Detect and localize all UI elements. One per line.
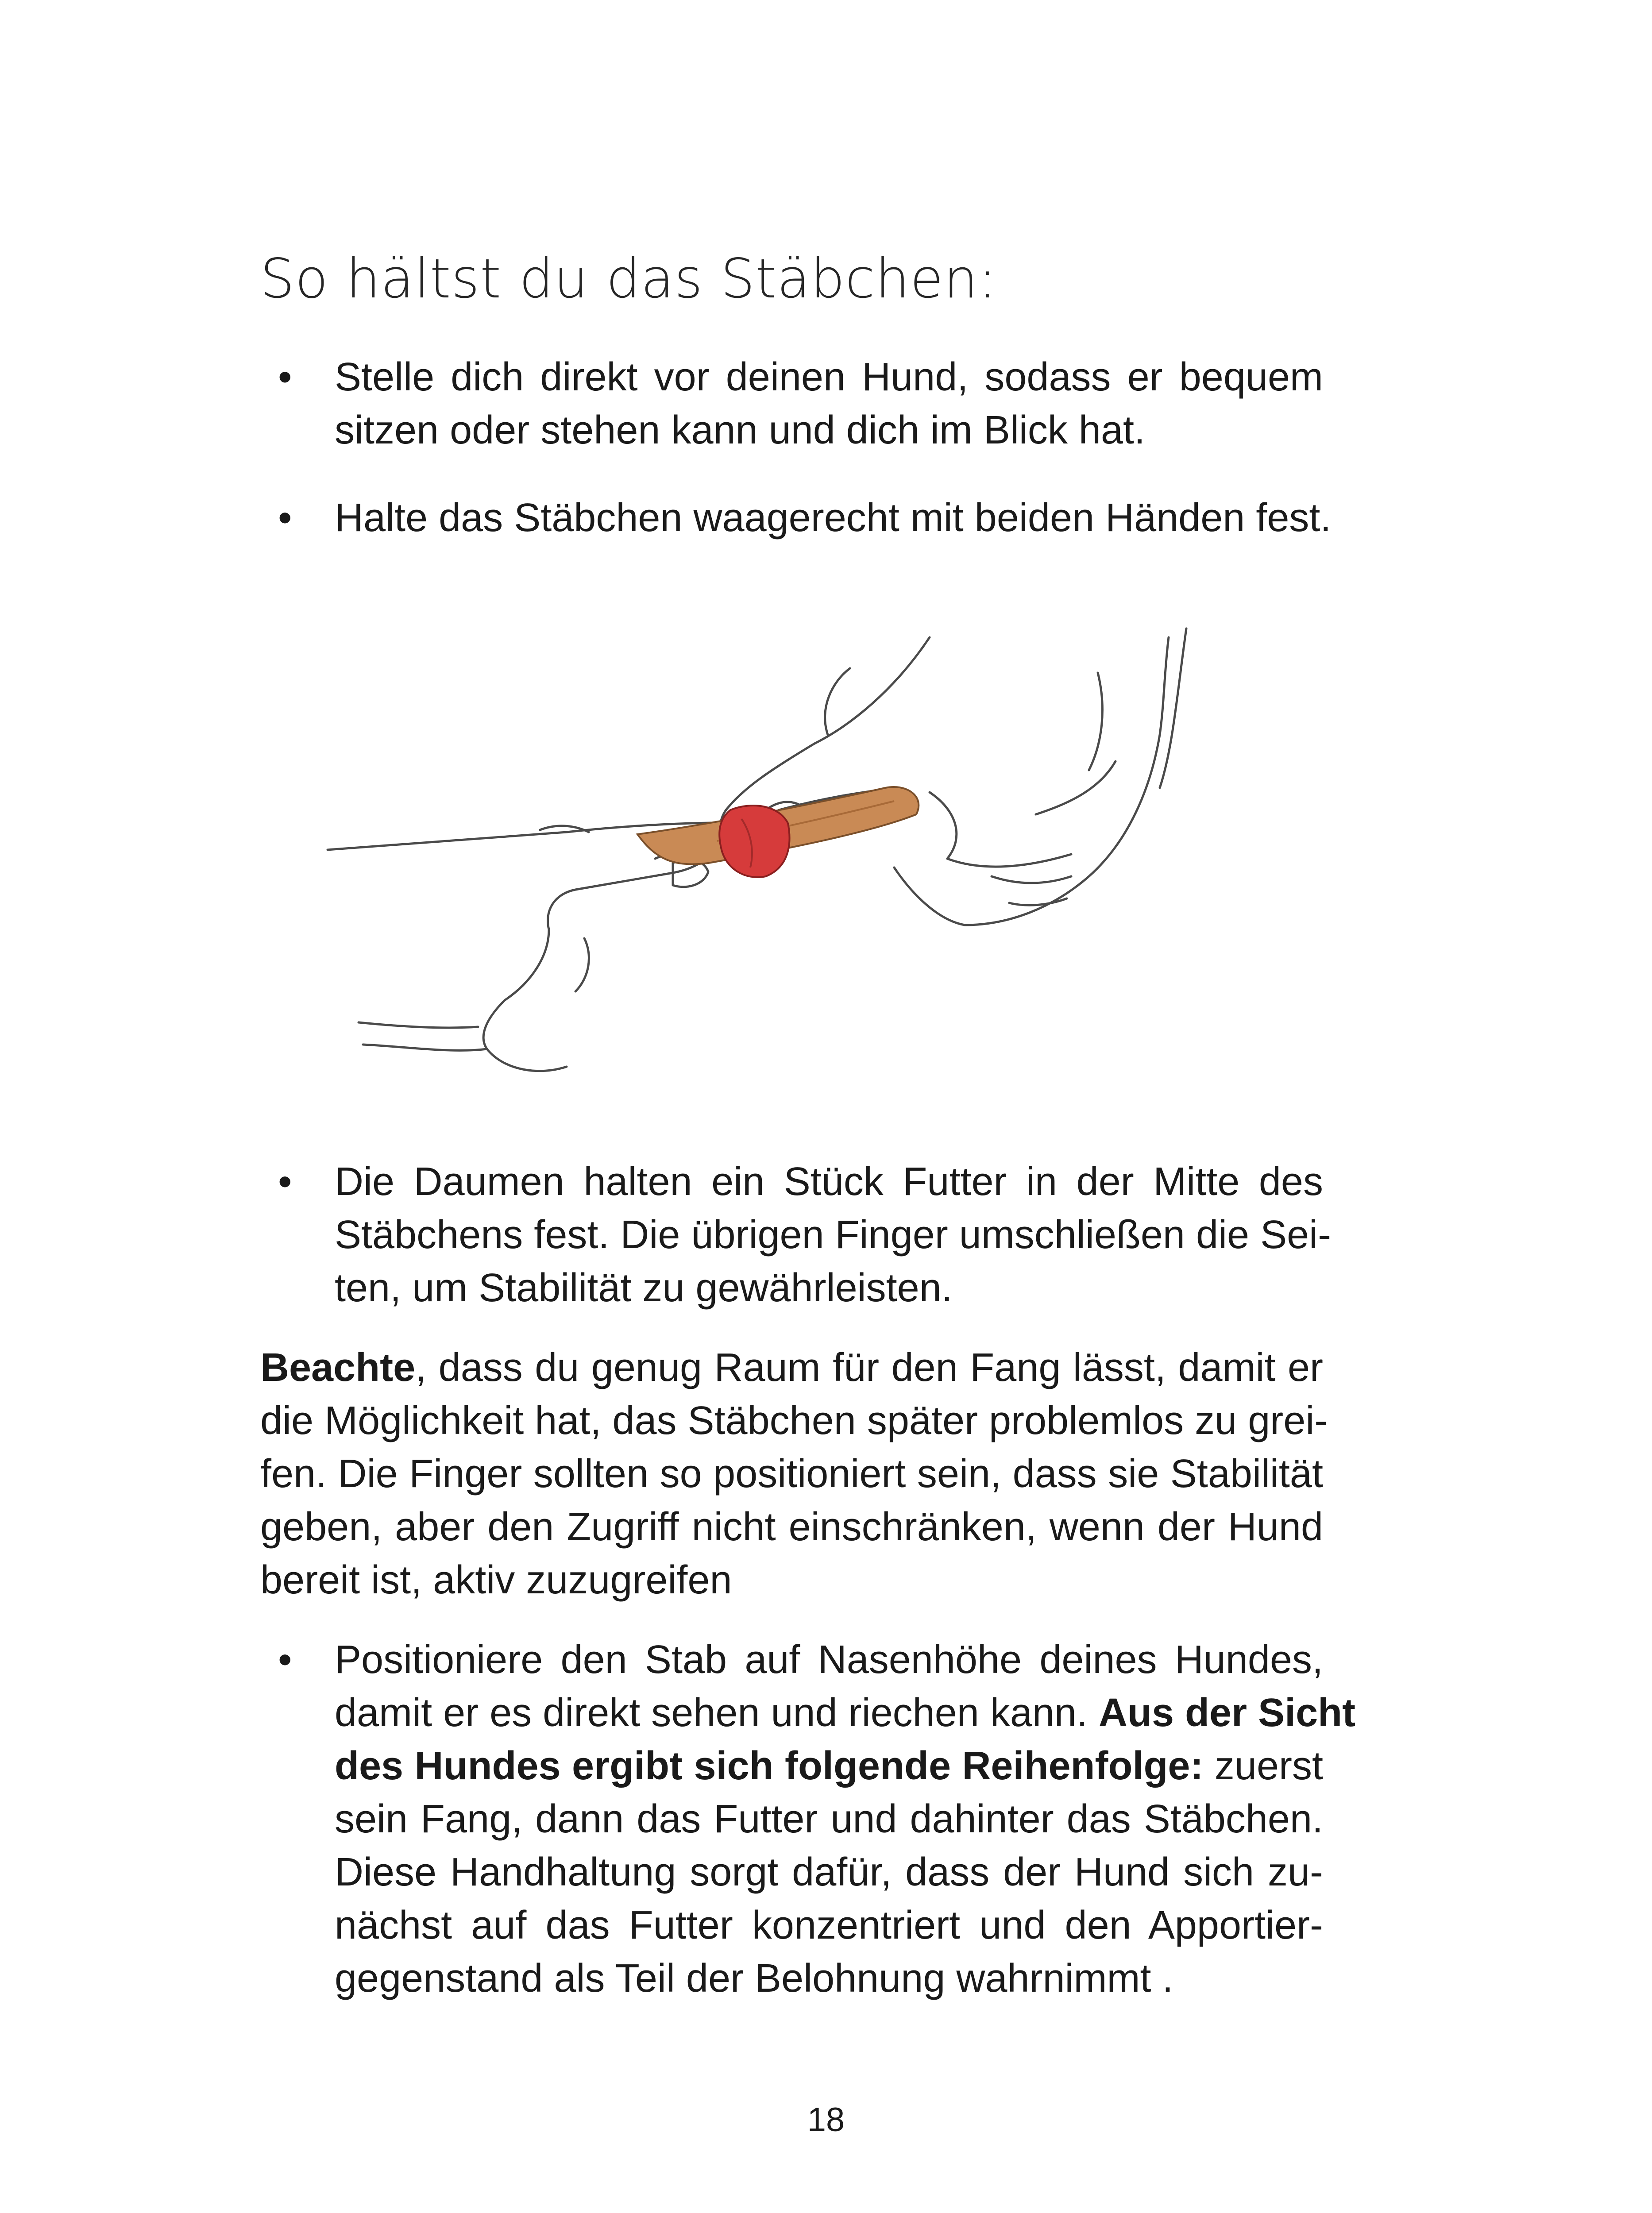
- bullet-text: zuerst: [1203, 1744, 1323, 1788]
- bullet-line: Stelle dich direkt vor deinen Hund, sodass er bequem: [335, 355, 1323, 399]
- page-number: 18: [807, 2101, 845, 2139]
- bold-lead: Beachte: [260, 1346, 416, 1390]
- bullet-dot: •: [278, 1638, 292, 1682]
- bold-text: des Hundes ergibt sich folgende Reihenfolge:: [335, 1744, 1204, 1788]
- paragraph-text: , dass du genug Raum für den Fang lässt, damit er: [415, 1346, 1323, 1390]
- bullet-line: Halte das Stäbchen waagerecht mit beiden Händen fest.: [335, 496, 1332, 540]
- bullet-line: Die Daumen halten ein Stück Futter in der Mitte des: [335, 1160, 1323, 1204]
- hands-holding-stick-illustration: [319, 602, 1257, 1098]
- bullet-line: gegenstand als Teil der Belohnung wahrnimmt .: [335, 1956, 1173, 2001]
- bullet-line: Diese Handhaltung sorgt dafür, dass der Hund sich zu-: [335, 1850, 1323, 1894]
- bullet-line: Positioniere den Stab auf Nasenhöhe deines Hundes,: [335, 1638, 1323, 1682]
- bullet-text: damit er es direkt sehen und riechen kann.: [335, 1691, 1099, 1735]
- bullet-dot: •: [278, 355, 292, 399]
- paragraph-line: bereit ist, aktiv zuzugreifen: [260, 1558, 732, 1602]
- paragraph-line: die Möglichkeit hat, das Stäbchen später problemlos zu grei-: [260, 1399, 1328, 1443]
- bullet-line: nächst auf das Futter konzentriert und den Apportier-: [335, 1903, 1323, 1947]
- paragraph-line: [260, 1341, 1323, 1394]
- note-paragraph: [260, 1341, 1328, 1607]
- paragraph-line: geben, aber den Zugriff nicht einschränken, wenn der Hund: [260, 1505, 1323, 1549]
- bullet-line: sein Fang, dann das Futter und dahinter das Stäbchen.: [335, 1797, 1323, 1841]
- bullet-item-nose-height: [278, 1633, 1356, 2005]
- bullet-line: [335, 1739, 1323, 1793]
- bullet-line: [335, 1686, 1356, 1739]
- bullet-line: sitzen oder stehen kann und dich im Blick hat.: [335, 408, 1146, 452]
- paragraph-line: fen. Die Finger sollten so positioniert sein, dass sie Stabilität: [260, 1452, 1323, 1496]
- section-heading: So hältst du das Stäbchen:: [260, 247, 997, 310]
- bullet-item-thumbs: [278, 1155, 1332, 1315]
- bullet-line: Stäbchens fest. Die übrigen Finger umschließen die Sei-: [335, 1213, 1332, 1257]
- bullet-line: ten, um Stabilität zu gewährleisten.: [335, 1266, 953, 1310]
- bullet-dot: •: [278, 496, 292, 540]
- bullet-item-position: [278, 351, 1323, 457]
- bullet-item-hold: [278, 491, 1332, 544]
- bold-text: Aus der Sicht: [1099, 1691, 1356, 1735]
- bullet-dot: •: [278, 1160, 292, 1204]
